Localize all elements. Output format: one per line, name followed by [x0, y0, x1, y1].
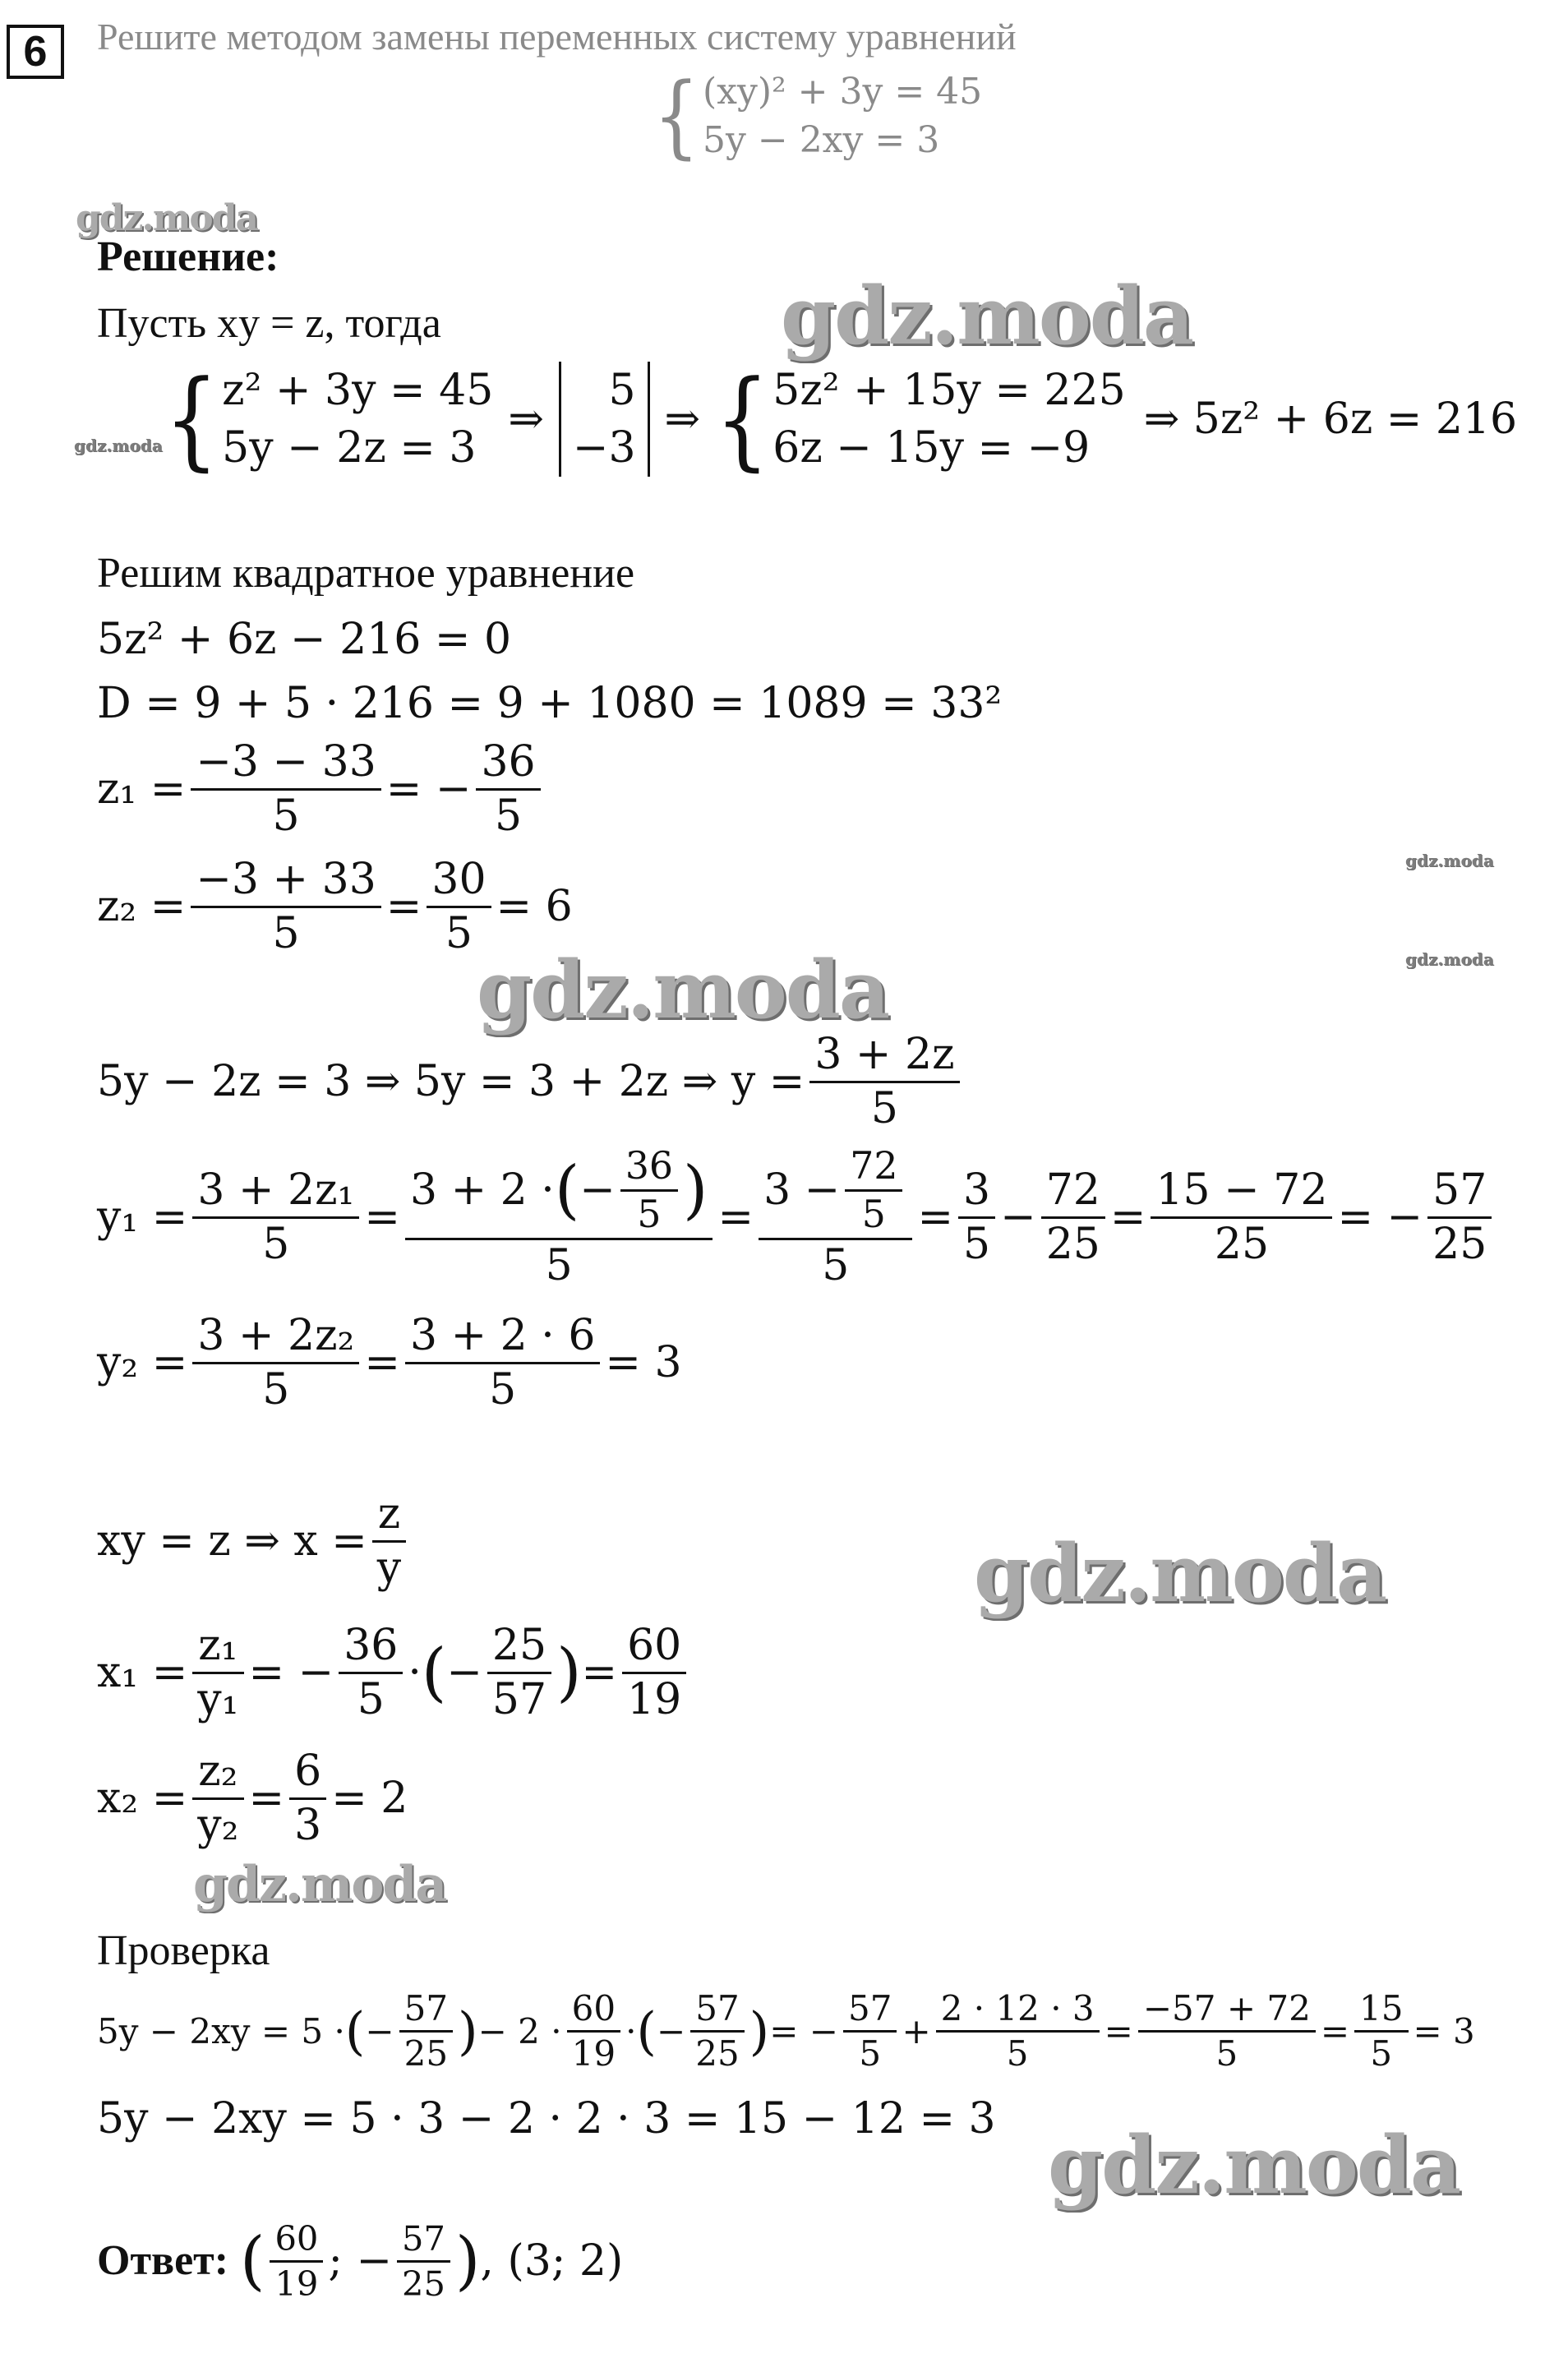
z2-line: z₂ = $\frac{-3 + 33}{5}$ = $\frac{30}{5}$ = 6 — [97, 855, 573, 958]
combined-equation: ⇒ 5z² + 6z = 216 — [1143, 395, 1518, 444]
problem-system: { (xy)² + 3y = 45 5y − 2xy = 3 — [653, 62, 983, 169]
let-line: Пусть xy = z, тогда — [97, 300, 441, 347]
x2-line: x₂ = $\frac{\text{z₂}}{\text{y₂}}$ = $\frac{6}{3}$ = 2 — [97, 1747, 408, 1850]
discriminant-line: D = 9 + 5 · 216 = 9 + 1080 = 1089 = 33² — [97, 679, 1003, 728]
problem-eq-1: (xy)² + 3y = 45 — [703, 71, 983, 113]
watermark: gdz.moda — [1405, 851, 1494, 870]
watermark: gdz.moda — [1048, 2119, 1460, 2212]
problem-statement: Решите методом замены переменных систему уравнений — [97, 16, 1017, 58]
sys2-eq-1: 5z² + 15y = 225 — [772, 365, 1126, 415]
problem-number-badge — [7, 25, 64, 79]
watermark: gdz.moda — [781, 270, 1193, 362]
quadratic-equation: 5z² + 6z − 216 = 0 — [97, 615, 512, 664]
watermark: gdz.moda — [477, 944, 889, 1036]
x1-line: x₁ = $\frac{\text{z₁}}{\text{y₁}}$ = − $\frac{36}{5}$ · ( − $\frac{25}{57}$ ) = $\frac{60}{19}$ — [97, 1623, 691, 1722]
problem-number: 6 — [23, 28, 48, 76]
watermark: gdz.moda — [74, 436, 163, 455]
y1-line: y₁ = $\frac{\text{3 + 2z₁}}{5}$ = 3 + 2 · ( − $\frac{36}{5}$ ) 5 = 3 − $\frac{72}{5}$ 5 = $\frac{3}{5}$ − $\frac{72}{25}$ = $\frac{15 - 72}{25}$ = − $\frac{57}{25}$ — [97, 1147, 1497, 1289]
y2-line: y₂ = $\frac{\text{3 + 2z₂}}{5}$ = $\frac{3 + 2 \cdot 6}{5}$ = 3 — [97, 1311, 682, 1414]
answer-label: Ответ: — [97, 2237, 229, 2285]
watermark: gdz.moda — [193, 1856, 446, 1913]
x-expression-line: xy = z ⇒ x = $\frac{z}{y}$ — [97, 1492, 411, 1590]
sys1-eq-2: 5y − 2z = 3 — [222, 423, 477, 473]
y-expression-line: 5y − 2z = 3 ⇒ 5y = 3 + 2z ⇒ y = $\frac{3 + 2z}{5}$ — [97, 1032, 965, 1131]
check1-line: 5y − 2xy = 5 · ( − $\frac{57}{25}$ ) − 2 · $\frac{60}{19}$ · ( − $\frac{57}{25}$ ) = − $\frac{57}{5}$ + $\frac{2 \cdot 12 \cdot 3}{5}$ = $\frac{-57 + 72}{5}$ = $\frac{15}{5}$ = 3 — [97, 1988, 1475, 2074]
quadratic-heading: Решим квадратное уравнение — [97, 550, 635, 597]
z1-line: z₁ = $\frac{-3 - 33}{5}$ = − $\frac{36}{5}$ — [97, 740, 546, 838]
problem-eq-2: 5y − 2xy = 3 — [703, 119, 940, 162]
system-transform-row: { z² + 3y = 45 5y − 2z = 3 ⇒ 5 −3 ⇒ { 5z² + 15y = 225 6z − 15y = −9 ⇒ 5z² + 6z = 216 — [164, 356, 1518, 482]
check2-line: 5y − 2xy = 5 · 3 − 2 · 2 · 3 = 15 − 12 = 3 — [97, 2094, 996, 2143]
multiplier-column: 5 −3 — [559, 362, 650, 477]
watermark: gdz.moda — [76, 197, 258, 239]
solution-heading: Решение: — [97, 233, 279, 280]
watermark: gdz.moda — [974, 1527, 1386, 1620]
check-heading: Проверка — [97, 1927, 270, 1974]
sys1-eq-1: z² + 3y = 45 — [222, 365, 494, 415]
answer-line: Ответ: ( $\frac{60}{19}$ ; − $\frac{57}{25}$ ) , (3; 2) — [97, 2218, 624, 2304]
sys2-eq-2: 6z − 15y = −9 — [772, 423, 1091, 473]
watermark: gdz.moda — [1405, 949, 1494, 969]
